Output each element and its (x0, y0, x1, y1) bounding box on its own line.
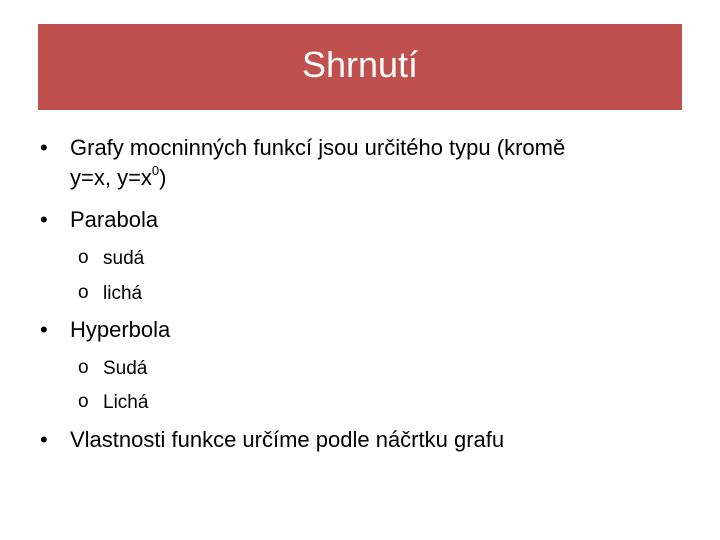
bullet-text-1-line1: Grafy mocninných funkcí jsou určitého typu (kromě (70, 135, 566, 160)
slide-title: Shrnutí (301, 44, 419, 85)
bullet-text-2: Parabola (70, 207, 159, 232)
bullet-marker: • (40, 427, 48, 452)
bullet-marker: • (40, 317, 48, 342)
sub-text: Sudá (103, 358, 148, 379)
title-bar (38, 24, 682, 110)
bullet-text-1 (70, 133, 670, 193)
bullet-text-1-line2a: y=x, y=x (70, 165, 152, 190)
sub-text: sudá (103, 248, 145, 269)
sub-text: Lichá (103, 392, 149, 413)
sub-marker: o (78, 357, 89, 378)
sub-marker: o (78, 391, 89, 412)
bullet-text-1-sup: 0 (151, 162, 160, 178)
bullet-text-3: Hyperbola (70, 317, 171, 342)
sub-marker: o (78, 247, 89, 268)
bullet-marker: • (40, 135, 48, 160)
sub-text: lichá (103, 283, 143, 304)
sub-marker: o (78, 282, 89, 303)
bullet-text-1-line2b: ) (159, 165, 167, 190)
bullet-marker: • (40, 207, 48, 232)
bullet-text-4: Vlastnosti funkce určíme podle náčrtku grafu (70, 427, 505, 452)
